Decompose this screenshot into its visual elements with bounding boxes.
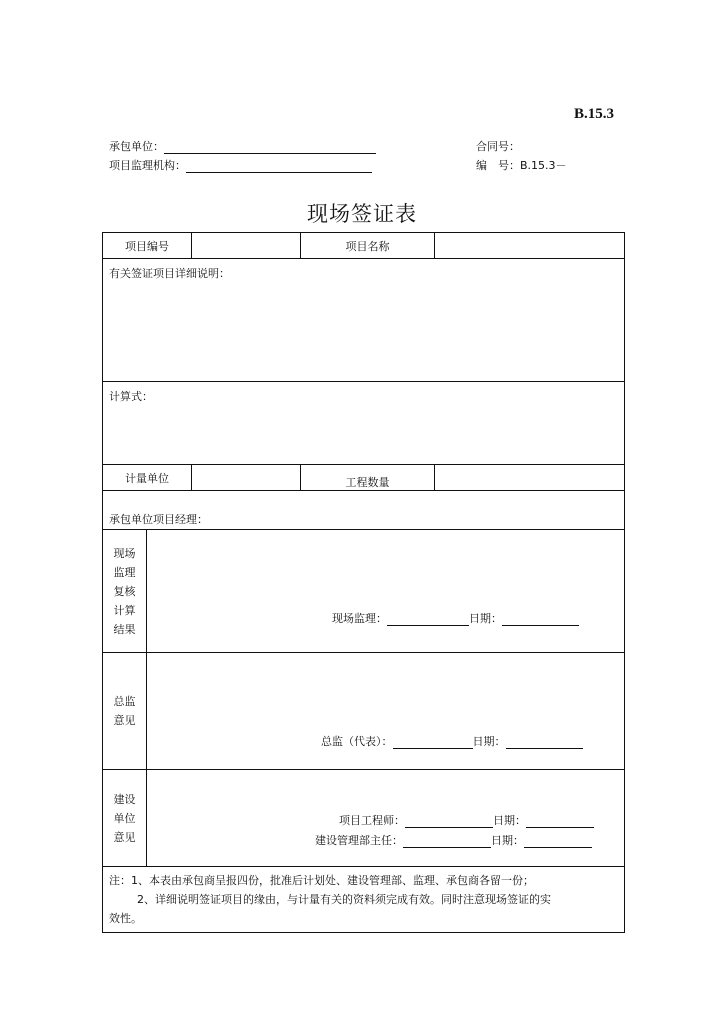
visa-form-table — [102, 232, 625, 933]
manager-date-field[interactable] — [524, 835, 592, 848]
supervisor-field[interactable] — [186, 160, 372, 173]
number-label: 编 号：B.15.3－ — [476, 159, 567, 172]
site-review-line: 计算 — [113, 603, 136, 617]
engineer-sign — [339, 812, 594, 828]
site-date-field[interactable] — [502, 613, 579, 626]
site-date-label: 日期： — [469, 612, 502, 625]
chief-date-field[interactable] — [506, 736, 583, 749]
chief-opinion-line: 总监 — [113, 695, 136, 708]
project-no-label: 项目编号 — [103, 233, 192, 259]
contractor-row — [109, 138, 376, 154]
details-cell[interactable] — [103, 259, 625, 382]
unit-field[interactable] — [192, 465, 301, 491]
site-review-line: 结果 — [113, 622, 136, 636]
engineer-label: 项目工程师： — [339, 814, 405, 827]
quantity-label: 工程数量 — [301, 465, 435, 491]
formula-label: 计算式： — [109, 390, 153, 403]
owner-opinion-cell[interactable] — [147, 770, 625, 867]
page-title: 现场签证表 — [307, 202, 417, 226]
site-review-cell[interactable] — [147, 530, 625, 653]
site-supervisor-sign — [332, 610, 579, 626]
pm-label: 承包单位项目经理： — [109, 513, 208, 526]
supervisor-label: 项目监理机构： — [109, 159, 186, 172]
pm-cell[interactable] — [103, 491, 625, 530]
owner-opinion-line: 意见 — [113, 830, 136, 844]
engineer-field[interactable] — [405, 815, 493, 828]
quantity-field[interactable] — [435, 465, 625, 491]
contractor-field[interactable] — [164, 141, 376, 154]
note-line-3: 效性。 — [109, 912, 142, 925]
engineer-date-label: 日期： — [493, 814, 526, 827]
site-review-line: 监理 — [113, 565, 136, 579]
site-review-label — [103, 530, 147, 653]
manager-date-label: 日期： — [491, 834, 524, 847]
engineer-date-field[interactable] — [526, 815, 594, 828]
unit-label: 计量单位 — [103, 465, 192, 491]
site-review-line: 现场 — [113, 546, 136, 560]
chief-field[interactable] — [393, 736, 473, 749]
project-name-label: 项目名称 — [301, 233, 435, 259]
note-line-2: 2、详细说明签证项目的缘由，与计量有关的资料须完成有效。同时注意现场签证的实 — [137, 893, 551, 906]
form-code: B.15.3 — [573, 106, 614, 122]
contract-no-label: 合同号： — [476, 140, 520, 153]
project-no-field[interactable] — [192, 233, 301, 259]
chief-opinion-cell[interactable] — [147, 653, 625, 770]
contractor-label: 承包单位： — [109, 140, 164, 153]
owner-opinion-label — [103, 770, 147, 867]
owner-opinion-line: 单位 — [113, 811, 136, 825]
supervisor-row — [109, 157, 372, 173]
owner-opinion-line: 建设 — [113, 792, 136, 806]
manager-label: 建设管理部主任： — [315, 834, 403, 847]
chief-opinion-line: 意见 — [113, 714, 136, 727]
chief-sign — [321, 733, 583, 749]
chief-date-label: 日期： — [472, 735, 506, 748]
formula-cell[interactable] — [103, 382, 625, 465]
chief-label: 总监（代表）： — [321, 735, 393, 748]
manager-field[interactable] — [403, 835, 491, 848]
notes-cell — [103, 867, 625, 933]
details-label: 有关签证项目详细说明： — [109, 267, 230, 280]
site-supervisor-field[interactable] — [387, 613, 469, 626]
site-supervisor-label: 现场监理： — [332, 612, 387, 625]
note-line-1: 注：1、本表由承包商呈报四份，批准后计划处、建设管理部、监理、承包商各留一份； — [109, 874, 534, 887]
chief-opinion-label — [103, 653, 147, 770]
site-review-line: 复核 — [113, 584, 136, 598]
project-name-field[interactable] — [435, 233, 625, 259]
manager-sign — [315, 832, 592, 848]
